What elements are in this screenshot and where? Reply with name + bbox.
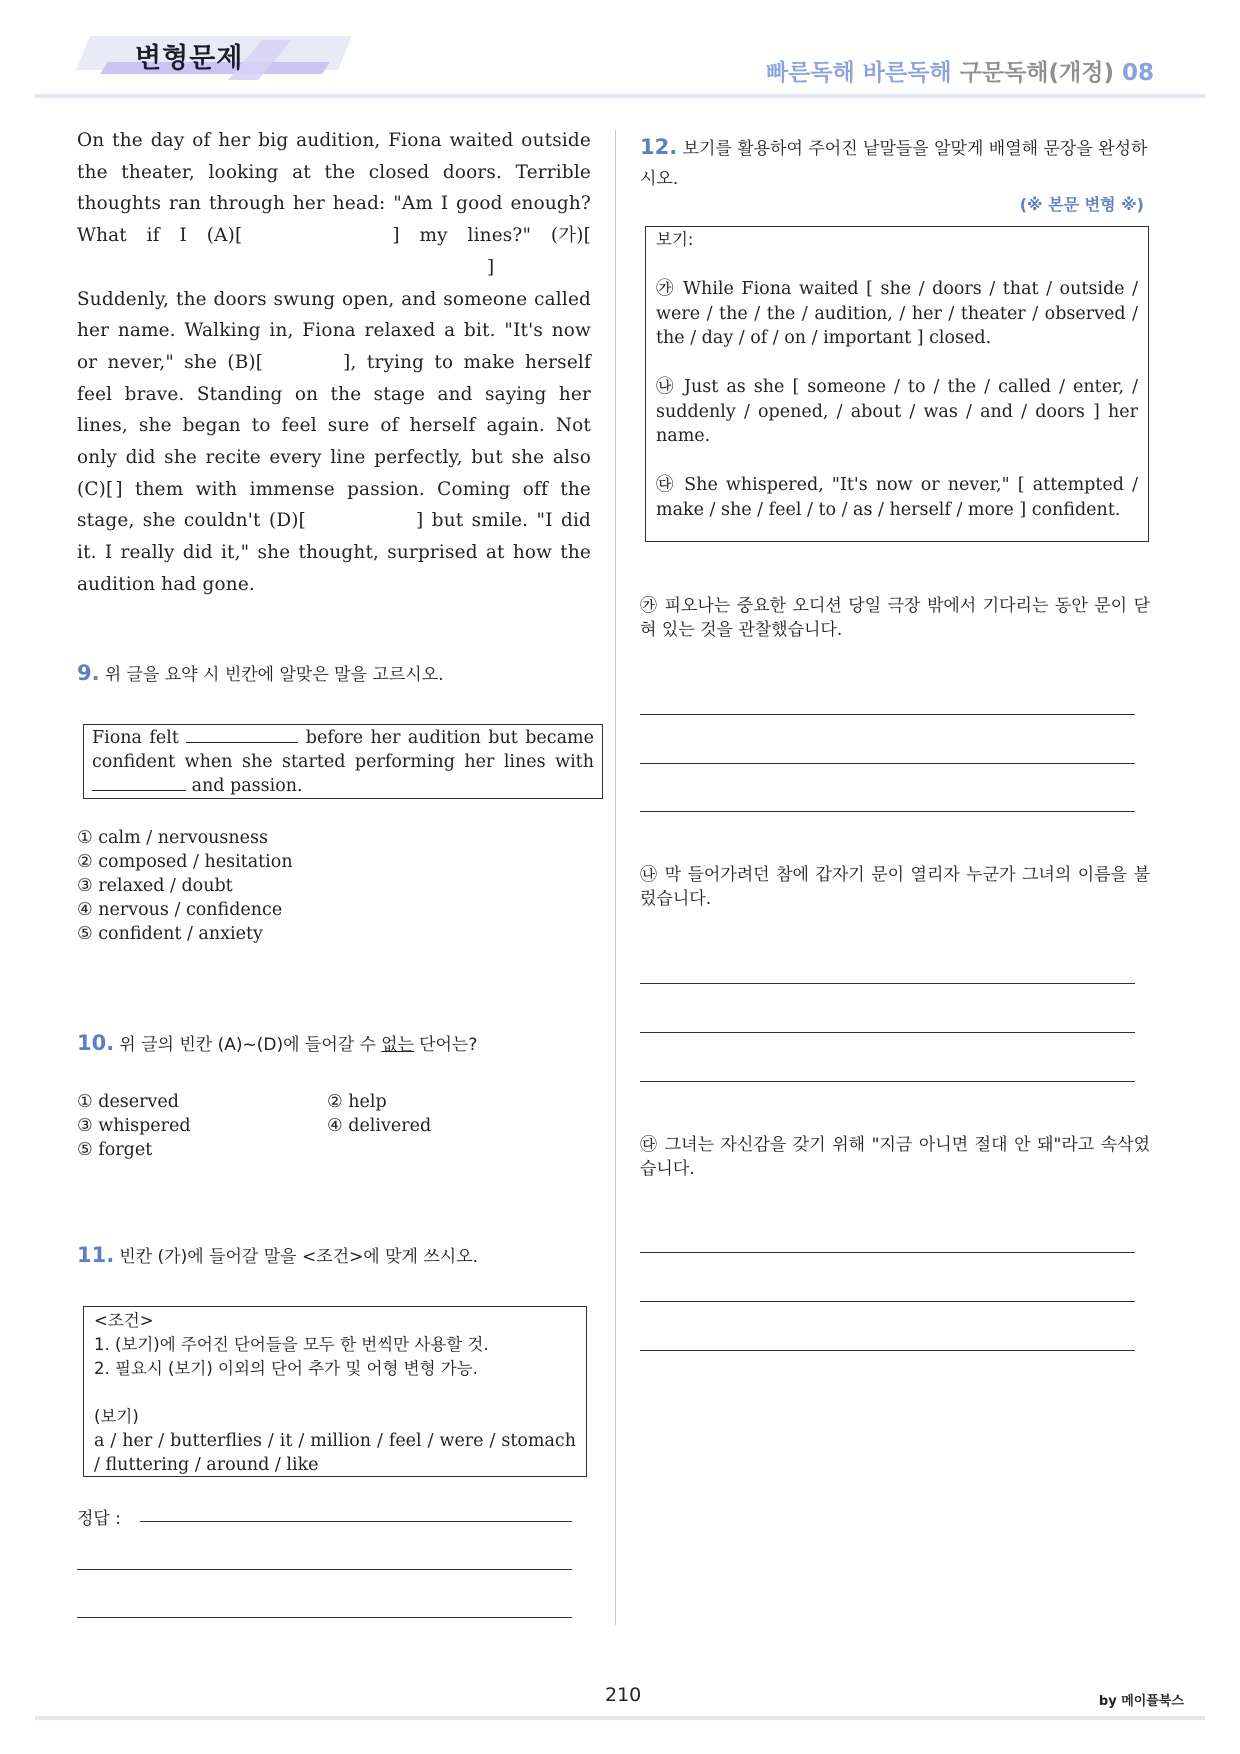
- summary-text-3: and passion.: [191, 776, 303, 796]
- answer-line-ga-2[interactable]: [640, 763, 1135, 764]
- question-9: [77, 660, 444, 685]
- question-10-text-2: 단어는?: [419, 1035, 478, 1055]
- question-11: [77, 1242, 478, 1267]
- answer-line-da-2[interactable]: [640, 1301, 1135, 1302]
- bogi-item-da: ㉰ She whispered, "It's now or never," [ attempted / make / she / feel / to / as / herself / more ] confident.: [656, 475, 1138, 520]
- question-10-emphasis: 없는: [381, 1035, 414, 1055]
- passage-text-5: ] them with immense passion. Coming off the stage, she couldn't (D)[: [77, 478, 591, 532]
- summary-text-2: before her audition but became confident when she started performing her lines with: [92, 728, 594, 772]
- prompt-da: ㉰ 그녀는 자신감을 갖기 위해 "지금 아니면 절대 안 돼"라고 속삭였습니다.: [640, 1135, 1150, 1179]
- option-4[interactable]: ④ nervous / confidence: [77, 900, 283, 920]
- question-9-number: 9.: [77, 661, 100, 685]
- bogi-words: a / her / butterflies / it / million / feel / were / stomach / fluttering / around / like: [94, 1431, 576, 1475]
- question-10: [77, 1030, 477, 1055]
- answer-line-na-3[interactable]: [640, 1081, 1135, 1082]
- question-11-text: 빈칸 (가)에 들어갈 말을 <조건>에 맞게 쓰시오.: [119, 1247, 479, 1267]
- conditions-box: [83, 1306, 587, 1477]
- variant-note: (※ 본문 변형 ※): [1019, 195, 1144, 214]
- condition-1: 1. (보기)에 주어진 단어들을 모두 한 번씩만 사용할 것.: [94, 1335, 489, 1354]
- condition-2: 2. 필요시 (보기) 이외의 단어 추가 및 어형 변형 가능.: [94, 1359, 478, 1378]
- answer-line-ga-1[interactable]: [640, 714, 1135, 715]
- question-9-text: 위 글을 요약 시 빈칸에 알맞은 말을 고르시오.: [104, 665, 444, 685]
- option-5[interactable]: ⑤ forget: [77, 1140, 153, 1160]
- header-divider: [35, 94, 1205, 98]
- summary-text-1: Fiona felt: [92, 728, 179, 748]
- summary-blank-1: [186, 726, 298, 743]
- question-12-number: 12.: [640, 135, 678, 159]
- page-number: 210: [605, 1684, 642, 1706]
- question-12: [640, 132, 1160, 194]
- reading-passage: [77, 125, 591, 601]
- prompt-na: ㉯ 막 들어가려던 참에 갑자기 문이 열리자 누군가 그녀의 이름을 불렀습니다.: [640, 865, 1150, 909]
- question-12-text: 보기를 활용하여 주어진 낱말들을 알맞게 배열해 문장을 완성하시오.: [640, 139, 1148, 189]
- option-5[interactable]: ⑤ confident / anxiety: [77, 924, 263, 944]
- option-3[interactable]: ③ whispered: [77, 1116, 191, 1136]
- book-title: [766, 54, 1154, 87]
- answer-line-3[interactable]: [77, 1617, 572, 1618]
- book-title-part3: 구문독해(개정): [959, 60, 1114, 86]
- publisher-credit: by 메이플북스: [1098, 1694, 1184, 1709]
- header-badge-title: 변형문제: [135, 43, 244, 74]
- question-11-number: 11.: [77, 1243, 115, 1267]
- passage-text-1: On the day of her big audition, Fiona waited outside the theater, looking at the closed doors. Terrible thoughts ran through her head: "Am I good enough? What if I (A)[: [77, 130, 591, 247]
- book-title-part1: 빠른독해: [765, 60, 855, 86]
- option-1[interactable]: ① calm / nervousness: [77, 828, 268, 848]
- answer-line-da-3[interactable]: [640, 1350, 1135, 1351]
- book-title-part2: 바른독해: [862, 60, 952, 86]
- passage-text-3: ] Suddenly, the doors swung open, and someone called her name. Walking in, Fiona relaxed a bit. "It's now or never," she (B)[: [77, 256, 591, 373]
- question-10-options: [77, 1090, 577, 1162]
- answer-line-1[interactable]: [140, 1521, 572, 1522]
- question-10-number: 10.: [77, 1031, 115, 1055]
- prompt-ga: ㉮ 피오나는 중요한 오디션 당일 극장 밖에서 기다리는 동안 문이 닫혀 있는 것을 관찰했습니다.: [640, 596, 1150, 640]
- summary-box: [83, 724, 603, 799]
- chapter-number: 08: [1121, 60, 1154, 86]
- column-divider: [615, 130, 616, 1625]
- answer-line-ga-3[interactable]: [640, 811, 1135, 812]
- bogi-title: (보기): [94, 1407, 139, 1426]
- question-9-options: [77, 826, 293, 946]
- answer-line-2[interactable]: [77, 1569, 572, 1570]
- bogi-item-na: ㉯ Just as she [ someone / to / the / called / enter, / suddenly / opened, / about / was / and / doors ] her name.: [656, 377, 1138, 446]
- conditions-title: <조건>: [94, 1311, 154, 1330]
- bogi-box: [645, 226, 1149, 542]
- passage-text-6: ] but smile. "I did it. I really did it," she thought, surprised at how the audition had gone.: [77, 510, 592, 595]
- answer-line-na-1[interactable]: [640, 983, 1135, 984]
- option-2[interactable]: ② help: [327, 1092, 387, 1112]
- answer-line-da-1[interactable]: [640, 1252, 1135, 1253]
- answer-label: 정답 :: [77, 1509, 121, 1529]
- option-2[interactable]: ② composed / hesitation: [77, 852, 293, 872]
- bogi-item-ga: ㉮ While Fiona waited [ she / doors / that / outside / were / the / the / audition, / her / theater / observed / the / day / of / on / important ] closed.: [656, 279, 1138, 348]
- option-4[interactable]: ④ delivered: [327, 1116, 432, 1136]
- passage-text-4: ], trying to make herself feel brave. Standing on the stage and saying her lines, she began to feel sure of herself again. Not only did she recite every line perfectly, but she also (C)[: [77, 351, 591, 500]
- option-3[interactable]: ③ relaxed / doubt: [77, 876, 233, 896]
- option-1[interactable]: ① deserved: [77, 1092, 179, 1112]
- passage-text-2: ] my lines?" (가)[: [392, 225, 591, 247]
- footer-divider: [35, 1716, 1205, 1720]
- question-10-text-1: 위 글의 빈칸 (A)~(D)에 들어갈 수: [119, 1035, 377, 1055]
- answer-line-na-2[interactable]: [640, 1032, 1135, 1033]
- bogi-label: 보기:: [656, 230, 694, 249]
- summary-blank-2: [92, 774, 186, 791]
